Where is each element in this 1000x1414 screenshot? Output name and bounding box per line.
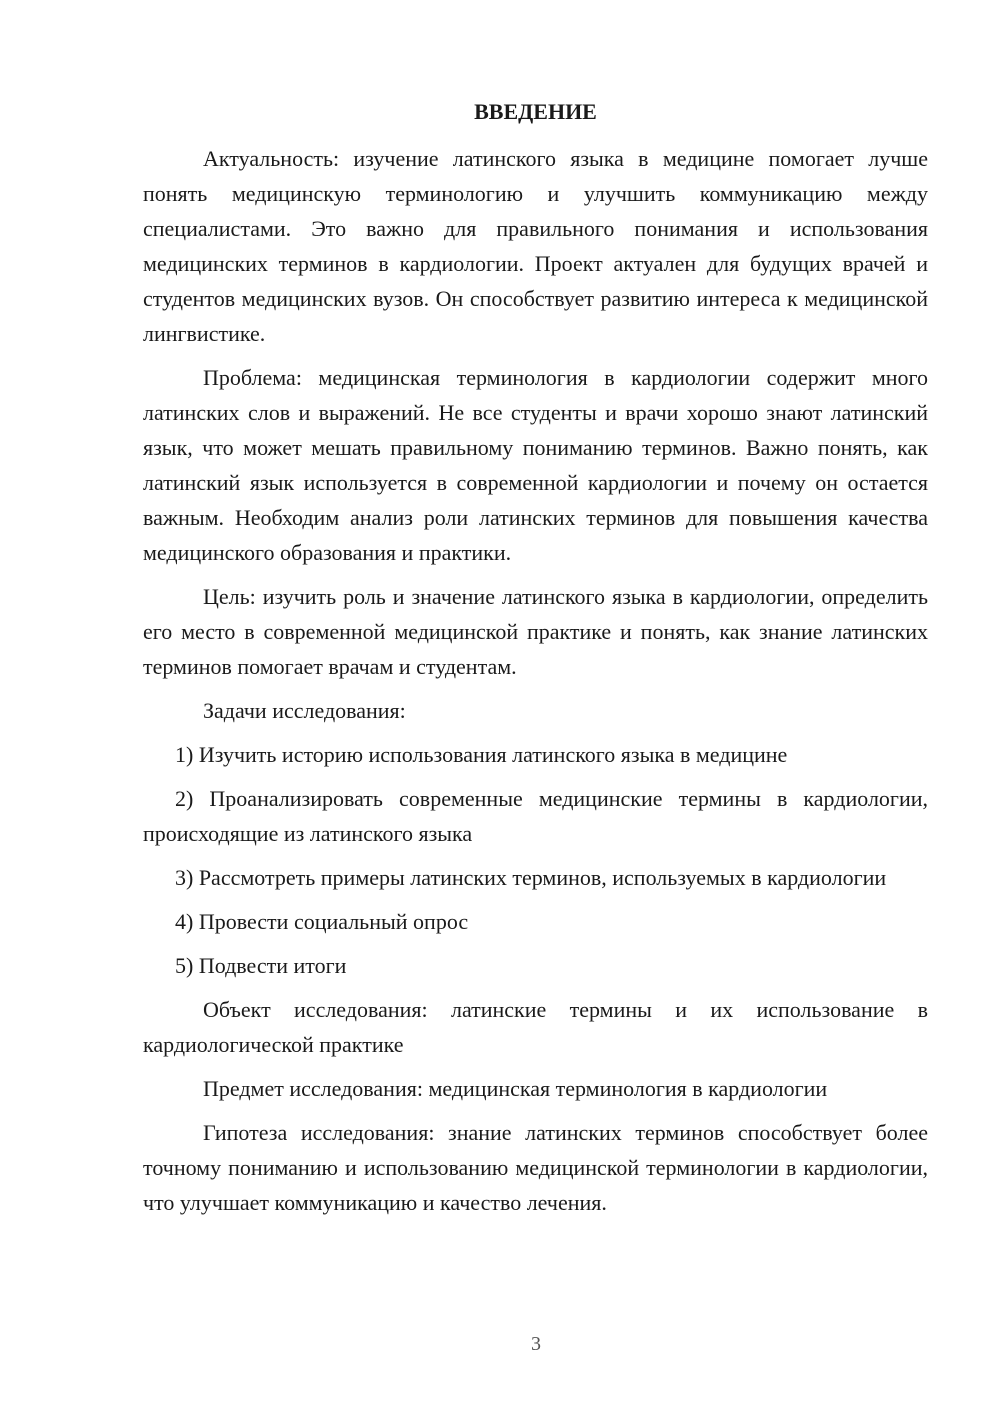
task-item-1: 1) Изучить историю использования латинского языка в медицине bbox=[175, 742, 788, 768]
document-body bbox=[143, 94, 928, 1229]
paragraph-problem: Проблема: медицинская терминология в кардиологии содержит много латинских слов и выражений. Не все студенты и врачи хорошо знают латинский язык, что может мешать правильному пониманию терминов. Важно понять, как латинский язык используется в современной кардиологии и почему он остается важным. Необходим анализ роли латинских терминов для повышения качества медицинского образования и практики. bbox=[143, 365, 928, 566]
paragraph-subject: Предмет исследования: медицинская терминология в кардиологии bbox=[203, 1076, 828, 1102]
section-title: ВВЕДЕНИЕ bbox=[474, 99, 597, 124]
task-item-3: 3) Рассмотреть примеры латинских терминов, используемых в кардиологии bbox=[175, 865, 887, 891]
page-number: 3 bbox=[531, 1333, 541, 1355]
task-item-5: 5) Подвести итоги bbox=[175, 953, 347, 979]
paragraph-goal: Цель: изучить роль и значение латинского языка в кардиологии, определить его место в современной медицинской практике и понять, как знание латинских терминов помогает врачам и студентам. bbox=[143, 584, 928, 680]
paragraph-object: Объект исследования: латинские термины и их использование в кардиологической практике bbox=[143, 997, 928, 1058]
tasks-heading: Задачи исследования: bbox=[203, 698, 406, 724]
task-item-4: 4) Провести социальный опрос bbox=[175, 909, 469, 935]
paragraph-hypothesis: Гипотеза исследования: знание латинских терминов способствует более точному пониманию и использованию медицинской терминологии в кардиологии, что улучшает коммуникацию и качество лечения. bbox=[143, 1120, 928, 1216]
paragraph-relevance: Актуальность: изучение латинского языка в медицине помогает лучше понять медицинскую терминологию и улучшить коммуникацию между специалистами. Это важно для правильного понимания и использования медицинских терминов в кардиологии. Проект актуален для будущих врачей и студентов медицинских вузов. Он способствует развитию интереса к медицинской лингвистике. bbox=[143, 146, 928, 347]
task-item-2: 2) Проанализировать современные медицинские термины в кардиологии, происходящие из латинского языка bbox=[143, 786, 928, 847]
